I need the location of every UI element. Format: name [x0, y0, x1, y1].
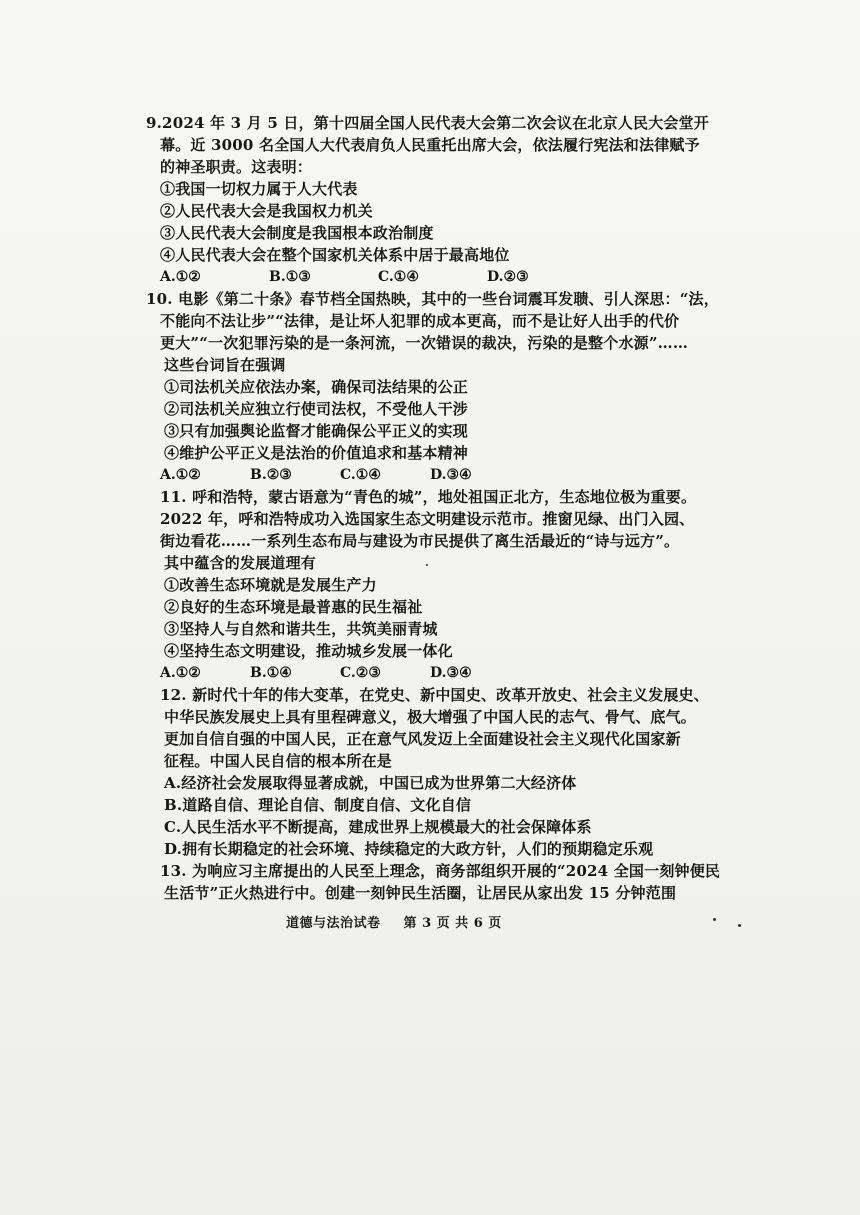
- q10-item: ①司法机关应依法办案，确保司法结果的公正: [164, 378, 469, 396]
- q12-stem-line: 征程。中国人民自信的根本所在是: [164, 752, 393, 770]
- question-10: [146, 288, 719, 486]
- q9-option-a: A.①②: [160, 269, 201, 285]
- q10-options: [146, 464, 706, 486]
- question-9: [146, 112, 709, 288]
- q10-item: ③只有加强舆论监督才能确保公平正义的实现: [164, 422, 469, 440]
- q11-item: ②良好的生态环境是最普惠的民生福祉: [164, 598, 423, 616]
- q11-option-a: A.①②: [160, 665, 201, 681]
- footer-page-number: 第 3 页 共 6 页: [403, 916, 502, 931]
- q9-stem-line: 幕。近 3000 名全国人大代表肩负人民重托出席大会，依法履行宪法和法律赋予: [160, 136, 700, 154]
- q9-option-b: B.①③: [269, 269, 311, 285]
- q12-stem-line: 12. 新时代十年的伟大变革，在党史、新中国史、改革开放史、社会主义发展史、: [160, 686, 709, 704]
- scan-speck: [713, 918, 716, 921]
- scan-speck: [738, 924, 741, 927]
- q10-option-b: B.②③: [250, 467, 292, 483]
- question-13: [146, 860, 721, 904]
- q12-stem-line: 更加自信自强的中国人民，正在意气风发迈上全面建设社会主义现代化国家新: [164, 730, 681, 748]
- q12-stem-line: 中华民族发展史上具有里程碑意义，极大增强了中国人民的志气、骨气、底气。: [164, 708, 697, 726]
- q9-item: ③人民代表大会制度是我国根本政治制度: [160, 224, 434, 242]
- q11-option-b: B.①④: [250, 665, 292, 681]
- question-12: [146, 684, 709, 860]
- q9-stem-line: 的神圣职责。这表明：: [160, 158, 313, 176]
- q11-stem-line: 2022 年，呼和浩特成功入选国家生态文明建设示范市。推窗见绿、出门入园、: [160, 510, 695, 528]
- q11-stem-line: 11. 呼和浩特，蒙古语意为“青色的城”，地处祖国正北方，生态地位极为重要。: [160, 488, 697, 506]
- q11-option-d: D.③④: [430, 665, 472, 681]
- q11-options: [146, 662, 706, 684]
- q12-option: B.道路自信、理论自信、制度自信、文化自信: [164, 796, 472, 814]
- q12-option: D.拥有长期稳定的社会环境、持续稳定的大政方针，人们的预期稳定乐观: [164, 840, 654, 858]
- q10-item: ②司法机关应独立行使司法权，不受他人干涉: [164, 400, 469, 418]
- page-footer: [286, 912, 520, 931]
- q10-item: ④维护公平正义是法治的价值追求和基本精神: [164, 444, 469, 462]
- q9-options: [146, 266, 706, 288]
- question-content: [146, 112, 721, 904]
- q11-stem-line: 其中蕴含的发展道理有: [164, 554, 317, 572]
- q12-option: C.人民生活水平不断提高，建成世界上规模最大的社会保障体系: [164, 818, 592, 836]
- q10-stem-line: 更大”“一次犯罪污染的是一条河流，一次错误的裁决，污染的是整个水源”……: [160, 334, 689, 352]
- q13-stem-line: 生活节”正火热进行中。创建一刻钟民生活圈，让居民从家出发 15 分钟范围: [164, 884, 677, 902]
- q9-item: ②人民代表大会是我国权力机关: [160, 202, 373, 220]
- q11-stem-line: 街边看花……一系列生态布局与建设为市民提供了离生活最近的“诗与远方”。: [160, 532, 680, 550]
- question-11: [146, 486, 706, 684]
- footer-subject: 道德与法治试卷: [286, 916, 381, 931]
- q10-stem-line: 这些台词旨在强调: [164, 356, 286, 374]
- q10-option-d: D.③④: [430, 467, 472, 483]
- q13-stem-line: 13. 为响应习主席提出的人民至上理念，商务部组织开展的“2024 全国一刻钟便民: [160, 862, 721, 880]
- q9-item: ④人民代表大会在整个国家机关体系中居于最高地位: [160, 246, 510, 264]
- q10-option-a: A.①②: [160, 467, 201, 483]
- q11-item: ③坚持人与自然和谐共生，共筑美丽青城: [164, 620, 438, 638]
- q11-item: ①改善生态环境就是发展生产力: [164, 576, 377, 594]
- q10-stem-line: 10. 电影《第二十条》春节档全国热映，其中的一些台词震耳发聩、引人深思：“法，: [146, 290, 719, 308]
- q11-item: ④坚持生态文明建设，推动城乡发展一体化: [164, 642, 453, 660]
- scan-speck: [426, 564, 428, 566]
- q9-option-c: C.①④: [378, 269, 419, 285]
- q12-option: A.经济社会发展取得显著成就，中国已成为世界第二大经济体: [164, 774, 577, 792]
- q9-option-d: D.②③: [487, 269, 529, 285]
- q10-option-c: C.①④: [340, 467, 381, 483]
- q9-item: ①我国一切权力属于人大代表: [160, 180, 358, 198]
- q11-option-c: C.②③: [340, 665, 381, 681]
- q9-stem-line: 9.2024 年 3 月 5 日，第十四届全国人民代表大会第二次会议在北京人民大会堂开: [146, 114, 709, 132]
- q10-stem-line: 不能向不法让步”“法律，是让坏人犯罪的成本更高，而不是让好人出手的代价: [160, 312, 680, 330]
